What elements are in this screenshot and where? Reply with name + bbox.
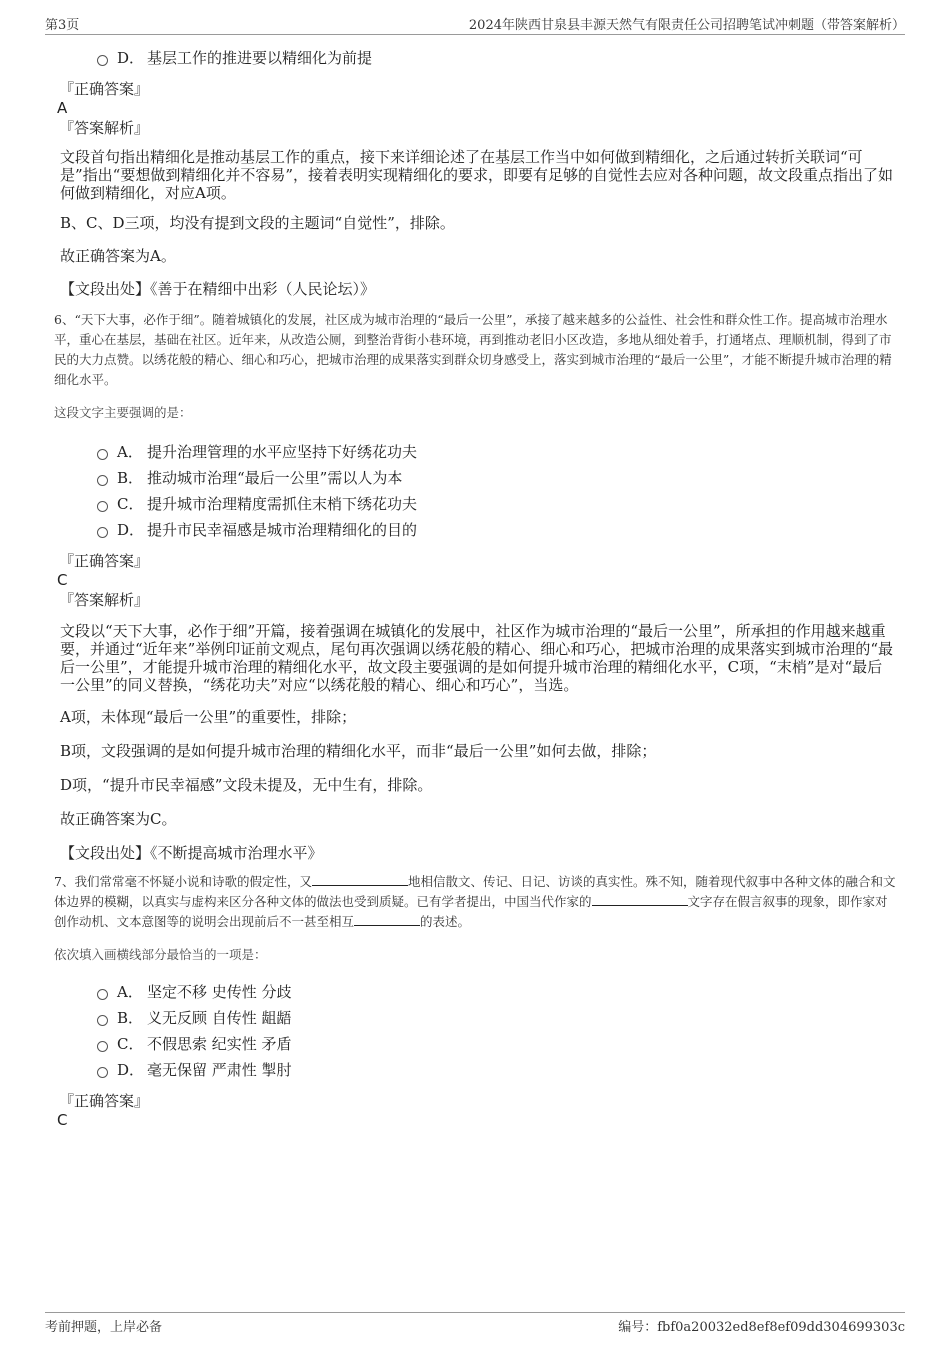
analysis-conclusion: 故正确答案为A。 <box>60 247 176 265</box>
q7-option-c[interactable]: C． 不假思索 纪实性 矛盾 <box>97 1030 897 1056</box>
option-text: 基层工作的推进要以精细化为前提 <box>147 48 373 67</box>
analysis-paragraph: D项，“提升市民幸福感”文段未提及，无中生有，排除。 <box>60 776 433 794</box>
question-6-options <box>57 438 897 542</box>
radio-icon[interactable] <box>97 1041 108 1052</box>
option-text: 推动城市治理“最后一公里”需以人为本 <box>147 468 403 487</box>
page-number: 第3页 <box>45 18 80 33</box>
analysis-label: 『答案解析』 <box>59 119 150 137</box>
q5-option-d[interactable]: D． 基层工作的推进要以精细化为前提 <box>97 44 897 70</box>
analysis-paragraph: A项，未体现“最后一公里”的重要性，排除； <box>60 708 357 726</box>
source-citation: 【文段出处】《善于在精细中出彩（人民论坛）》 <box>60 280 376 298</box>
radio-icon[interactable] <box>97 989 108 1000</box>
radio-icon[interactable] <box>97 55 108 66</box>
source-citation: 【文段出处】《不断提高城市治理水平》 <box>60 844 323 862</box>
answer-label: 『正确答案』 <box>59 80 150 98</box>
option-text: 提升治理管理的水平应坚持下好绣花功夫 <box>147 442 418 461</box>
analysis-paragraph: B项，文段强调的是如何提升城市治理的精细化水平，而非“最后一公里”如何去做，排除； <box>60 742 657 760</box>
fill-blank-1 <box>312 872 408 886</box>
page-header <box>45 14 905 35</box>
option-text: 提升市民幸福感是城市治理精细化的目的 <box>147 520 418 539</box>
footer-slogan: 考前押题，上岸必备 <box>45 1320 163 1335</box>
fill-blank-3 <box>354 912 420 926</box>
option-text: 提升城市治理精度需抓住末梢下绣花功夫 <box>147 494 418 513</box>
analysis-paragraph: 文段首句指出精细化是推动基层工作的重点，接下来详细论述了在基层工作当中如何做到精细化，之后通过转折关联词“可是”指出“要想做到精细化并不容易”，接着表明实现精细化的要求，即要有足够的自觉性去应对各种问题，故文段重点指出了如何做到精细化，对应A项。 <box>60 148 894 202</box>
analysis-label: 『答案解析』 <box>59 591 150 609</box>
question-7-prompt: 依次填入画横线部分最恰当的一项是： <box>54 947 267 962</box>
analysis-conclusion: 故正确答案为C。 <box>60 810 177 828</box>
q6-option-d[interactable]: D． 提升市民幸福感是城市治理精细化的目的 <box>97 516 897 542</box>
option-text: 坚定不移 史传性 分歧 <box>147 982 292 1001</box>
radio-icon[interactable] <box>97 475 108 486</box>
analysis-paragraph: 文段以“天下大事，必作于细”开篇，接着强调在城镇化的发展中，社区作为城市治理的“最后一公里”，所承担的作用越来越重要，并通过“近年来”举例印证前文观点，尾句再次强调以绣花般的精心、细心和巧心，把城市治理的成果落实到城市治理的“最后一公里”，才能提升城市治理的精细化水平，故文段主要强调的是如何提升城市治理的精细化水平，C项，“末梢”是对“最后一公里”的同义替换，“绣花功夫”对应“以绣花般的精心、细心和巧心”，当选。 <box>60 622 894 694</box>
q6-option-b[interactable]: B． 推动城市治理“最后一公里”需以人为本 <box>97 464 897 490</box>
answer-label: 『正确答案』 <box>59 552 150 570</box>
question-7-text: 7、我们常常毫不怀疑小说和诗歌的假定性，又 地相信散文、传记、日记、访谈的真实性。殊不知，随着现代叙事中各种文体的融合和文体边界的模糊，以真实与虚构来区分各种文体的做法也受到质疑。已有学者提出，中国当代作家的 文字存在假言叙事的现象，即作家对创作动机、文本意图等的说明会出现前后不一甚至相互 的表述。 <box>54 874 896 929</box>
q7-option-b[interactable]: B． 义无反顾 自传性 龃龉 <box>97 1004 897 1030</box>
option-text: 不假思索 纪实性 矛盾 <box>147 1034 292 1053</box>
document-title: 2024年陕西甘泉县丰源天然气有限责任公司招聘笔试冲刺题（带答案解析） <box>468 18 905 33</box>
answer-value: A <box>57 99 68 117</box>
option-text: 毫无保留 严肃性 掣肘 <box>147 1060 292 1079</box>
question-7-options <box>57 978 897 1082</box>
q7-option-a[interactable]: A． 坚定不移 史传性 分歧 <box>97 978 897 1004</box>
document-body <box>54 44 897 1129</box>
radio-icon[interactable] <box>97 449 108 460</box>
q6-option-c[interactable]: C． 提升城市治理精度需抓住末梢下绣花功夫 <box>97 490 897 516</box>
question-6-prompt: 这段文字主要强调的是： <box>54 405 192 420</box>
question-6-text: 6、“天下大事，必作于细”。随着城镇化的发展，社区成为城市治理的“最后一公里”，承接了越来越多的公益性、社会性和群众性工作。提高城市治理水平，重心在基层，基础在社区。近年来，从改造公厕，到整治背街小巷环境，再到推动老旧小区改造，多地从细处着手，打通堵点、理顺机制，得到了市民的大力点赞。以绣花般的精心、细心和巧心，把城市治理的成果落实到群众切身感受上，落实到城市治理的“最后一公里”，才能不断提升城市治理的精细化水平。 <box>54 312 892 387</box>
option-text: 义无反顾 自传性 龃龉 <box>147 1008 292 1027</box>
document-serial: 编号：fbf0a20032ed8ef8ef09dd304699303c <box>618 1320 905 1335</box>
q7-option-d[interactable]: D． 毫无保留 严肃性 掣肘 <box>97 1056 897 1082</box>
q6-option-a[interactable]: A． 提升治理管理的水平应坚持下好绣花功夫 <box>97 438 897 464</box>
answer-label: 『正确答案』 <box>59 1092 150 1110</box>
analysis-paragraph: B、C、D三项，均没有提到文段的主题词“自觉性”，排除。 <box>60 214 455 232</box>
radio-icon[interactable] <box>97 501 108 512</box>
page-footer <box>45 1312 905 1335</box>
fill-blank-2 <box>592 892 688 906</box>
radio-icon[interactable] <box>97 1015 108 1026</box>
answer-value: C <box>57 571 68 589</box>
radio-icon[interactable] <box>97 527 108 538</box>
radio-icon[interactable] <box>97 1067 108 1078</box>
answer-value: C <box>57 1111 68 1129</box>
